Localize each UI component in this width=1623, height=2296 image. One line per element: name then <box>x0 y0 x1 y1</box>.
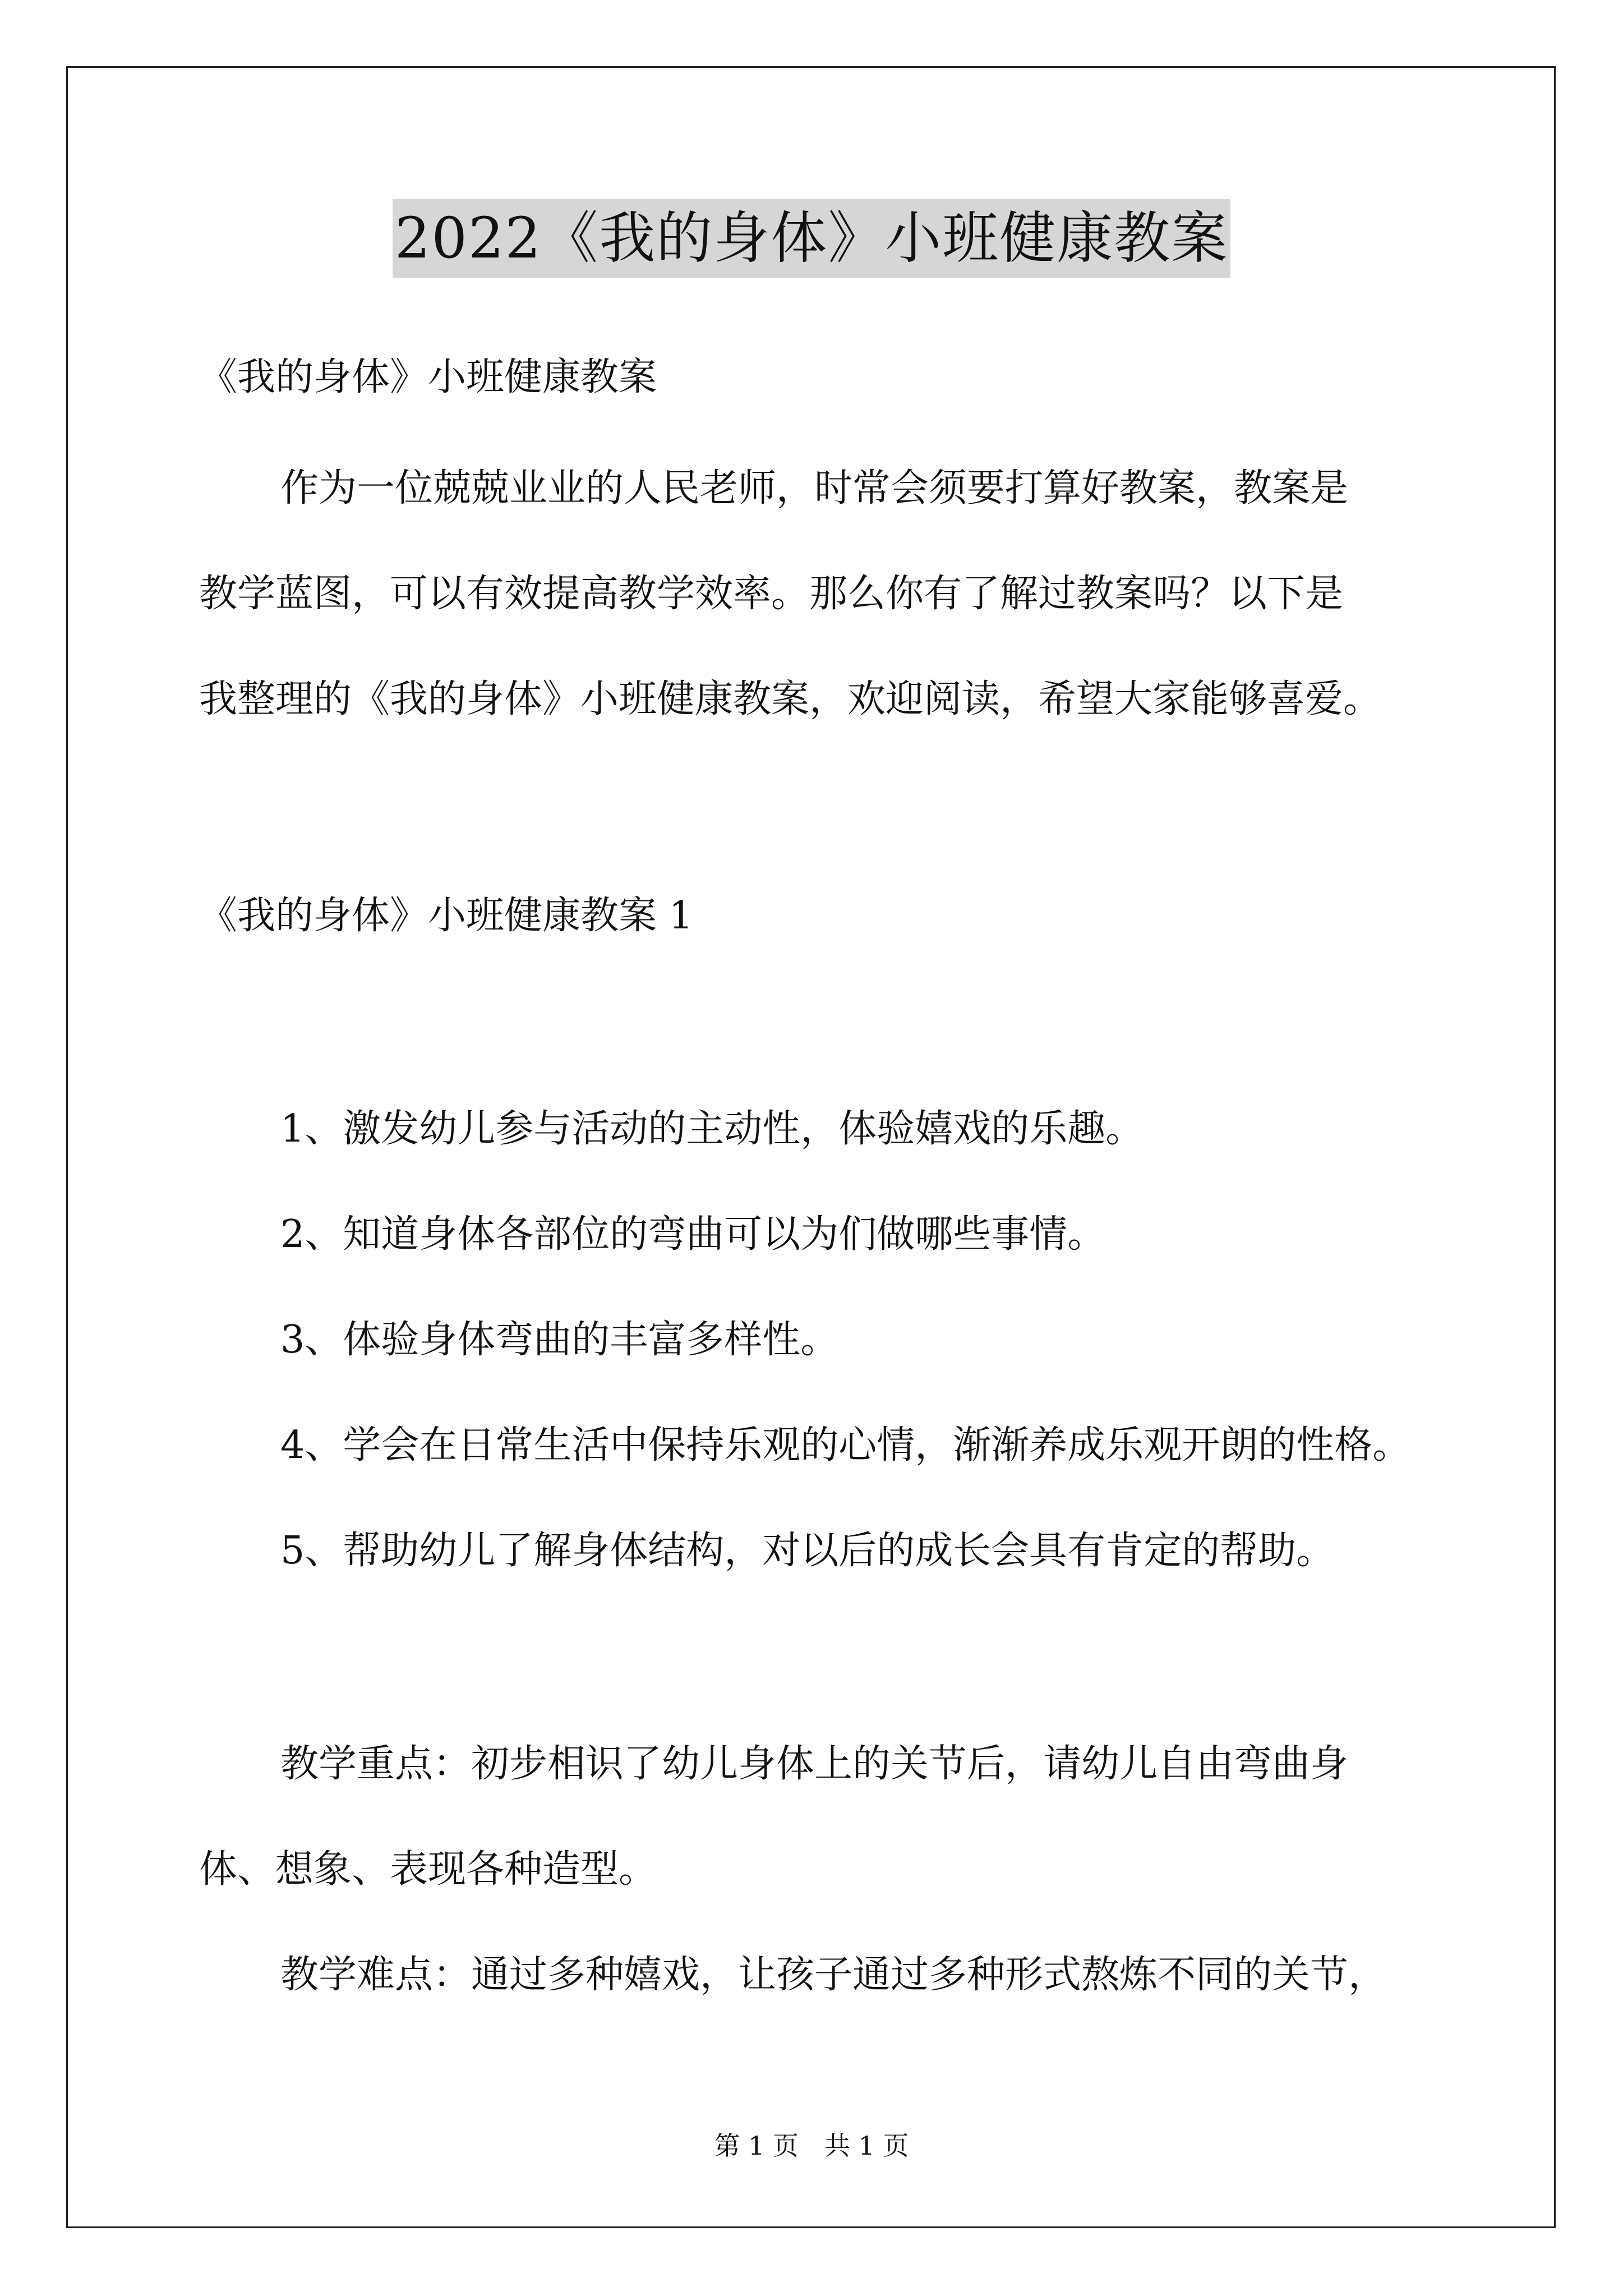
page-total: 共 1 页 <box>824 2131 909 2161</box>
section-heading: 《我的身体》小班健康教案 1 <box>199 894 693 938</box>
subtitle: 《我的身体》小班健康教案 <box>199 355 657 399</box>
goal-item-1: 1、激发幼儿参与活动的主动性，体验嬉戏的乐趣。 <box>280 1107 1144 1151</box>
key-points-line-2: 体、想象、表现各种造型。 <box>199 1847 657 1892</box>
key-points-line-1: 教学重点：初步相识了幼儿身体上的关节后，请幼儿自由弯曲身 <box>280 1742 1349 1786</box>
title-container <box>0 199 1623 278</box>
intro-line-2: 教学蓝图，可以有效提高教学效率。那么你有了解过教案吗？以下是 <box>199 572 1344 616</box>
goal-item-2: 2、知道身体各部位的弯曲可以为们做哪些事情。 <box>280 1212 1106 1257</box>
page-number: 第 1 页 <box>714 2131 799 2161</box>
page-footer <box>0 2129 1623 2162</box>
goal-item-5: 5、帮助幼儿了解身体结构，对以后的成长会具有肯定的帮助。 <box>280 1529 1335 1573</box>
goal-item-3: 3、体验身体弯曲的丰富多样性。 <box>280 1318 839 1362</box>
difficult-points-line-1: 教学难点：通过多种嬉戏，让孩子通过多种形式熬炼不同的关节， <box>280 1953 1387 1997</box>
intro-line-3: 我整理的《我的身体》小班健康教案，欢迎阅读，希望大家能够喜爱。 <box>199 677 1382 721</box>
document-title: 2022《我的身体》小班健康教案 <box>393 199 1231 278</box>
intro-line-1: 作为一位兢兢业业的人民老师，时常会须要打算好教案，教案是 <box>280 466 1349 510</box>
goal-item-4: 4、学会在日常生活中保持乐观的心情，渐渐养成乐观开朗的性格。 <box>280 1423 1411 1467</box>
